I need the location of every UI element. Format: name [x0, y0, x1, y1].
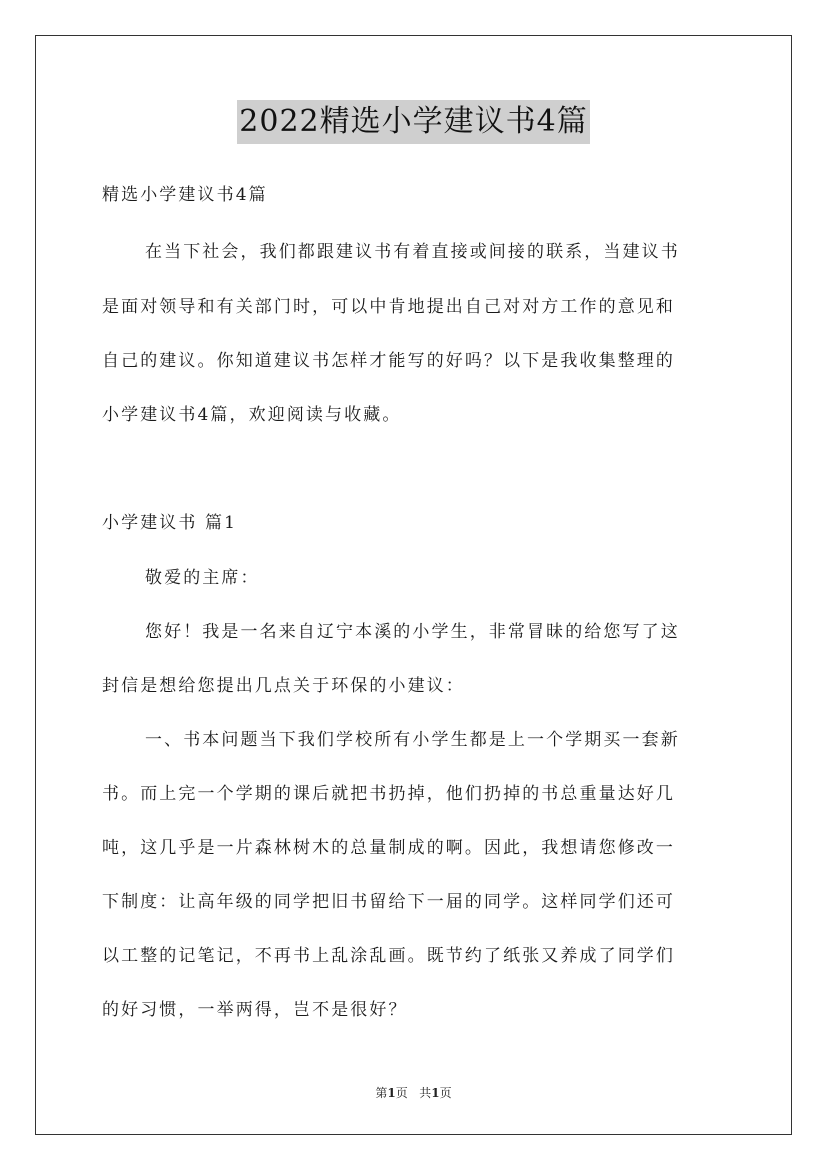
- paragraph-line: 您好！我是一名来自辽宁本溪的小学生，非常冒昧的给您写了这: [145, 622, 680, 642]
- salutation: 敬爱的主席：: [145, 568, 260, 588]
- document-title: 2022精选小学建议书4篇: [237, 100, 589, 144]
- intro-line: 小学建议书4篇，欢迎阅读与收藏。: [102, 405, 402, 425]
- intro-line: 自己的建议。你知道建议书怎样才能写的好吗？以下是我收集整理的: [102, 351, 675, 371]
- page-footer: [0, 1084, 827, 1101]
- page-number: 1: [387, 1086, 396, 1100]
- paragraph-line: 书。而上完一个学期的课后就把书扔掉，他们扔掉的书总重量达好几: [102, 784, 675, 804]
- total-prefix: 共: [419, 1086, 432, 1100]
- title-wrap: [0, 100, 827, 144]
- paragraph-line: 下制度：让高年级的同学把旧书留给下一届的同学。这样同学们还可: [102, 892, 675, 912]
- intro-line: 是面对领导和有关部门时，可以中肯地提出自己对对方工作的意见和: [102, 297, 675, 317]
- paragraph-line: 以工整的记笔记，不再书上乱涂乱画。既节约了纸张又养成了同学们: [102, 946, 675, 966]
- total-pages: 1: [431, 1086, 440, 1100]
- page-prefix: 第: [375, 1086, 388, 1100]
- section-heading: 小学建议书 篇1: [102, 513, 238, 533]
- total-suffix: 页: [439, 1086, 452, 1100]
- paragraph-line: 的好习惯，一举两得，岂不是很好？: [102, 1000, 408, 1020]
- page-suffix: 页: [395, 1086, 408, 1100]
- paragraph-line: 一、书本问题当下我们学校所有小学生都是上一个学期买一套新: [145, 730, 680, 750]
- paragraph-line: 吨，这几乎是一片森林树木的总量制成的啊。因此，我想请您修改一: [102, 838, 675, 858]
- intro-line: 在当下社会，我们都跟建议书有着直接或间接的联系，当建议书: [145, 242, 680, 262]
- subtitle: 精选小学建议书4篇: [102, 185, 268, 205]
- paragraph-line: 封信是想给您提出几点关于环保的小建议：: [102, 676, 465, 696]
